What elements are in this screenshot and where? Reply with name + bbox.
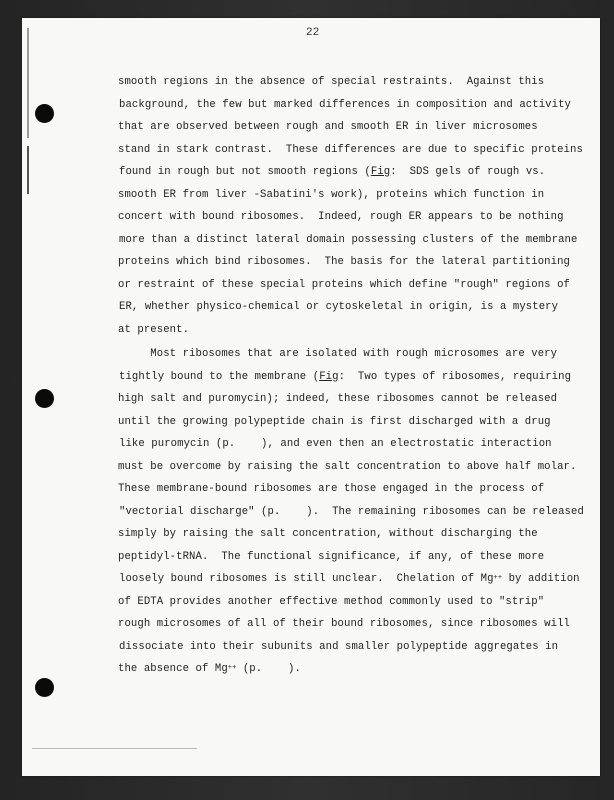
punch-hole	[35, 104, 54, 123]
text-line: smooth ER from liver -Sabatini's work), proteins which function in	[118, 188, 545, 201]
text-line: "vectorial discharge" (p. ). The remaining ribosomes can be released	[119, 505, 584, 518]
text-line: These membrane-bound ribosomes are those engaged in the process of	[118, 483, 545, 495]
text-line: found in rough but not smooth regions (Fig: SDS gels of rough vs.	[119, 166, 546, 178]
text-line: peptidyl-tRNA. The functional significance, if any, of these more	[118, 550, 545, 563]
superscript: ++	[493, 574, 503, 582]
punch-hole	[35, 678, 54, 697]
text-line: smooth regions in the absence of special restraints. Against this	[118, 76, 545, 88]
underlined-ref: Fig	[370, 166, 391, 178]
text-line: until the growing polypeptide chain is first discharged with a drug	[118, 415, 551, 428]
text-line: must be overcome by raising the salt concentration to above half molar.	[118, 460, 577, 473]
text-line: of EDTA provides another effective method commonly used to "strip"	[118, 595, 545, 608]
text-line: like puromycin (p. ), and even then an electrostatic interaction	[119, 438, 552, 450]
text-line: or restraint of these special proteins which define "rough" regions of	[118, 278, 571, 291]
text-line: stand in stark contrast. These differences are due to specific proteins	[118, 143, 583, 156]
binding-edge-mark	[27, 28, 29, 138]
text-line: the absence of Mg++ (p. ).	[118, 663, 301, 675]
text-line: simply by raising the salt concentration, without discharging the	[118, 528, 538, 540]
text-line: rough microsomes of all of their bound ribosomes, since ribosomes will	[118, 618, 571, 630]
superscript: ++	[227, 664, 237, 672]
text-line: dissociate into their subunits and smaller polypeptide aggregates in	[119, 640, 559, 653]
text-line: background, the few but marked differences in composition and activity	[119, 98, 572, 111]
text-line: at present.	[118, 323, 190, 336]
text-line: tightly bound to the membrane (Fig: Two types of ribosomes, requiring	[119, 370, 572, 383]
text-line: proteins which bind ribosomes. The basis for the lateral partitioning	[118, 256, 571, 268]
page-number: 22	[306, 27, 320, 39]
text-line: more than a distinct lateral domain possessing clusters of the membrane	[119, 233, 578, 246]
text-line: Most ribosomes that are isolated with rough microsomes are very	[118, 348, 558, 360]
text-line: that are observed between rough and smooth ER in liver microsomes	[118, 121, 538, 133]
text-line: concert with bound ribosomes. Indeed, rough ER appears to be nothing	[118, 211, 564, 223]
text-line: ER, whether physico-chemical or cytoskeletal in origin, is a mystery	[119, 301, 559, 313]
binding-edge-mark	[27, 146, 29, 194]
footer-rule	[32, 748, 197, 749]
punch-hole	[35, 389, 54, 408]
text-line: high salt and puromycin); indeed, these ribosomes cannot be released	[118, 393, 558, 405]
text-line: loosely bound ribosomes is still unclear. Chelation of Mg++ by addition	[119, 573, 580, 585]
underlined-ref: Fig	[319, 370, 339, 383]
paper-sheet	[22, 18, 600, 776]
